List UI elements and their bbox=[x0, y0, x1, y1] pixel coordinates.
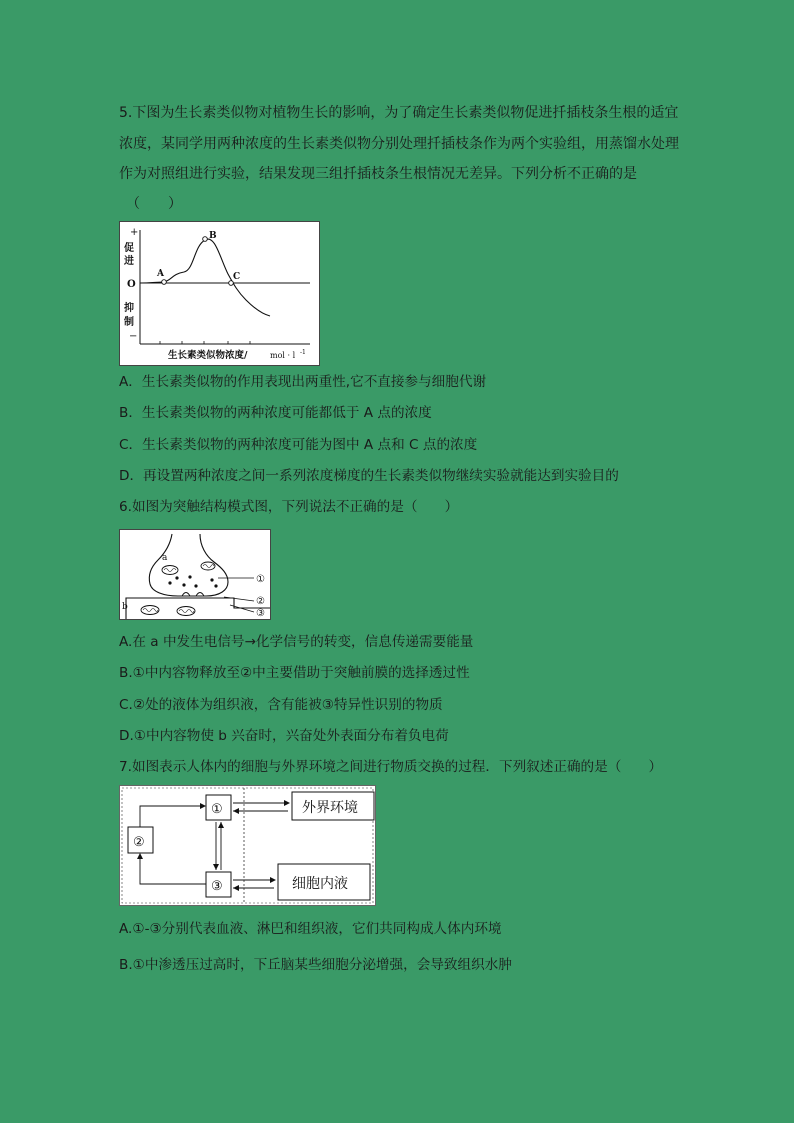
postsynaptic-membrane bbox=[126, 598, 270, 619]
q6-figure bbox=[119, 529, 271, 620]
cell-fluid-label: 细胞内液 bbox=[292, 876, 348, 892]
outside-env-label: 外界环境 bbox=[302, 800, 358, 816]
y-bottom-label: − bbox=[129, 331, 138, 342]
x-axis-unit-exp: -1 bbox=[300, 349, 306, 356]
x-axis-unit: mol · l bbox=[270, 351, 296, 360]
mitochondrion-icon bbox=[141, 606, 159, 615]
q7-stem: 7.如图表示人体内的细胞与外界环境之间进行物质交换的过程．下列叙述正确的是（ ） bbox=[119, 759, 663, 775]
mitochondrion-icon bbox=[177, 607, 195, 616]
q6-option-a: A.在 a 中发生电信号→化学信号的转变，信息传递需要能量 bbox=[119, 634, 474, 650]
label-b: b bbox=[122, 602, 128, 612]
point-a-label: A bbox=[157, 269, 164, 279]
q5-answer-blank: （ ） bbox=[126, 196, 182, 212]
box-3-label: ③ bbox=[211, 879, 223, 894]
q7-option-b: B.①中渗透压过高时，下丘脑某些细胞分泌增强，会导致组织水肿 bbox=[119, 957, 512, 973]
auxin-curve-graph bbox=[120, 222, 319, 365]
q7-option-a: A.①-③分别代表血液、淋巴和组织液，它们共同构成人体内环境 bbox=[119, 921, 502, 937]
q5-stem-line-3: 作为对照组进行实验，结果发现三组扦插枝条生根情况无差异。下列分析不正确的是 bbox=[119, 166, 637, 182]
point-b-label: B bbox=[209, 231, 217, 241]
label-2: ② bbox=[256, 596, 265, 607]
q5-figure bbox=[119, 221, 320, 366]
y-promote-1: 促 bbox=[124, 243, 134, 254]
q5-option-c: C．生长素类似物的两种浓度可能为图中 A 点和 C 点的浓度 bbox=[119, 437, 478, 453]
y-inhibit-1: 抑 bbox=[124, 303, 134, 314]
q5-option-a: A．生长素类似物的作用表现出两重性,它不直接参与细胞代谢 bbox=[119, 374, 487, 390]
q5-option-d: D．再设置两种浓度之间一系列浓度梯度的生长素类似物继续实验就能达到实验目的 bbox=[119, 468, 619, 484]
q5-stem-line-2: 浓度，某同学用两种浓度的生长素类似物分别处理扦插枝条作为两个实验组，用蒸馏水处理 bbox=[119, 136, 679, 152]
q6-option-d: D.①中内容物使 b 兴奋时，兴奋处外表面分布着负电荷 bbox=[119, 728, 449, 744]
point-c-label: C bbox=[233, 272, 241, 282]
q5-option-b: B．生长素类似物的两种浓度可能都低于 A 点的浓度 bbox=[119, 405, 432, 421]
y-zero-label: O bbox=[127, 279, 136, 290]
point-b-marker bbox=[203, 237, 208, 242]
q7-figure bbox=[119, 785, 376, 906]
y-inhibit-2: 制 bbox=[124, 317, 134, 328]
label-a: a bbox=[162, 553, 168, 563]
box-2-label: ② bbox=[133, 835, 145, 850]
synapse-diagram bbox=[120, 530, 270, 619]
y-top-label: + bbox=[130, 227, 139, 238]
exchange-diagram bbox=[120, 786, 375, 905]
box-1-label: ① bbox=[211, 802, 223, 817]
x-axis-label: 生长素类似物浓度/ bbox=[168, 350, 248, 361]
y-promote-2: 进 bbox=[124, 256, 134, 267]
q6-option-c: C.②处的液体为组织液，含有能被③特异性识别的物质 bbox=[119, 697, 443, 713]
point-a-marker bbox=[162, 280, 167, 285]
label-3: ③ bbox=[256, 608, 265, 619]
q5-stem-line-1: 5.下图为生长素类似物对植物生长的影响，为了确定生长素类似物促进扦插枝条生根的适宜 bbox=[119, 105, 679, 121]
mitochondrion-icon bbox=[162, 566, 178, 575]
q6-stem: 6.如图为突触结构模式图，下列说法不正确的是（ ） bbox=[119, 499, 459, 515]
label-1: ① bbox=[256, 574, 265, 585]
q6-option-b: B.①中内容物释放至②中主要借助于突触前膜的选择透过性 bbox=[119, 665, 470, 681]
